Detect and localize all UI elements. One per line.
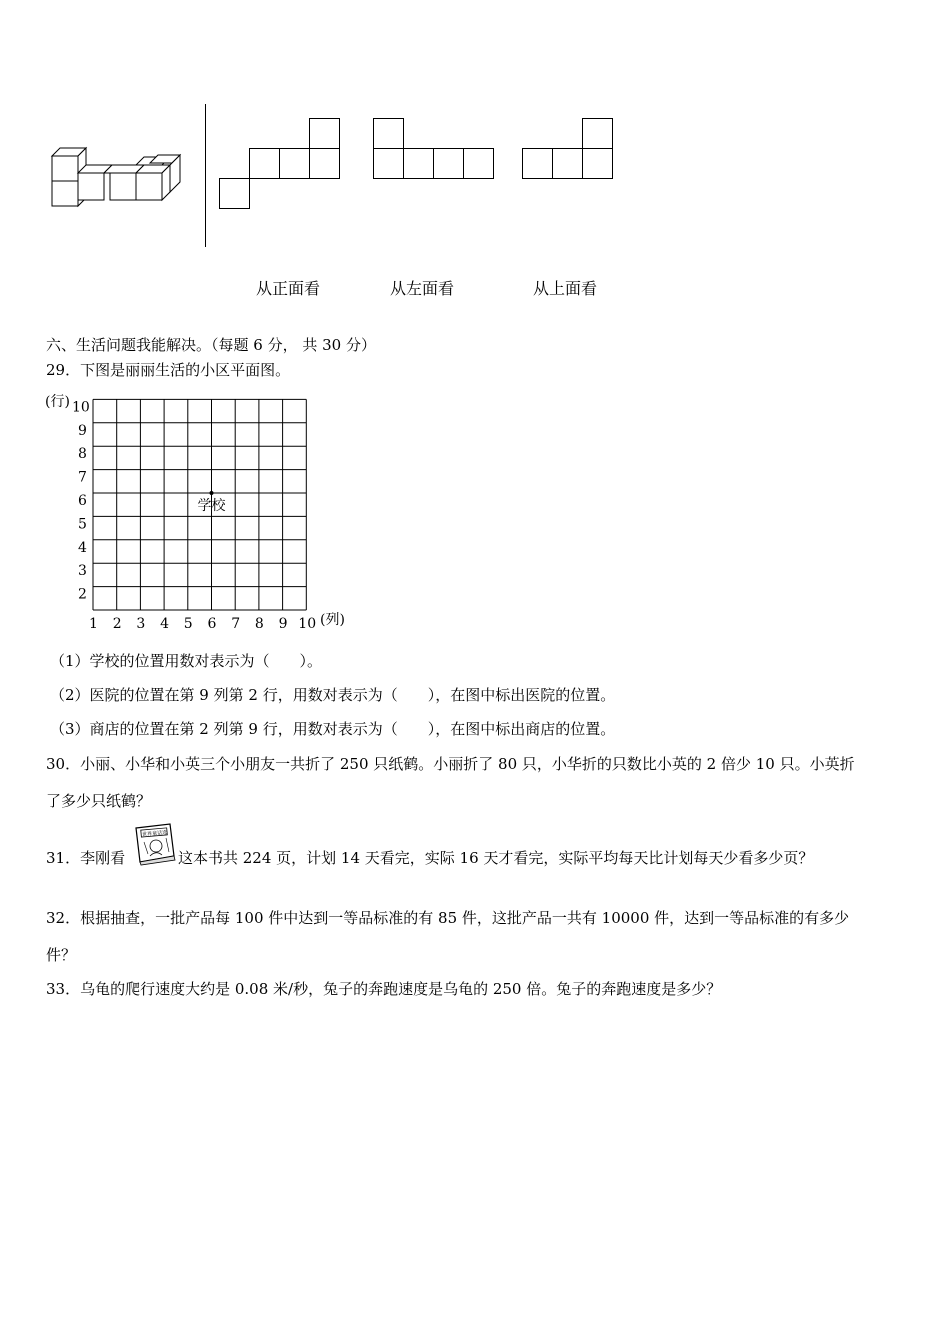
school-point: [210, 491, 214, 495]
x-tick-label: 8: [254, 616, 264, 632]
y-tick-label: 5: [78, 516, 87, 533]
x-tick-label: 10: [298, 616, 317, 632]
x-tick-label: 7: [231, 616, 241, 632]
y-tick-label: 8: [78, 446, 87, 463]
q30-line1: 30．小丽、小华和小英三个小朋友一共折了 250 只纸鹤。小丽折了 80 只，小华折的只数比小英的 2 倍少 10 只。小英折: [46, 755, 855, 773]
q32-line1: 32．根据抽查，一批产品每 100 件中达到一等品标准的有 85 件，这批产品一共有 10000 件，达到一等品标准的有多少: [46, 909, 850, 927]
x-tick-label: 9: [278, 616, 288, 632]
y-tick-label: 7: [78, 469, 87, 486]
school-label: 学校: [197, 498, 226, 514]
q33-text: 33．乌龟的爬行速度大约是 0.08 米/秒，兔子的奔跑速度是乌龟的 250 倍。兔子的奔跑速度是多少？: [46, 980, 722, 998]
label-front-view: 从正面看: [256, 279, 321, 298]
q30-line2: 了多少只纸鹤？: [46, 792, 152, 810]
q29-stem: 29．下图是丽丽生活的小区平面图。: [46, 361, 291, 379]
q29-sub2: （2）医院的位置在第 9 列第 2 行，用数对表示为（ ），在图中标出医院的位置。: [50, 686, 616, 704]
label-top-view: 从上面看: [533, 279, 598, 298]
y-tick-label: 10: [72, 399, 90, 416]
book-cover-title: 世界童话选: [141, 829, 168, 839]
cube-arrangement-figure: [40, 140, 190, 220]
y-tick-label: 9: [78, 422, 87, 439]
book-icon: [132, 822, 178, 866]
y-tick-label: 6: [78, 493, 87, 509]
label-left-view: 从左面看: [390, 279, 455, 298]
x-tick-label: 2: [112, 616, 122, 632]
x-tick-label: 4: [160, 616, 170, 632]
x-tick-label: 3: [136, 616, 146, 632]
left-view-figure: [372, 117, 497, 182]
section-six-title: 六、生活问题我能解决。（每题 6 分， 共 30 分）: [46, 336, 376, 354]
top-view-figure: [521, 117, 616, 182]
y-tick-label: 3: [78, 563, 87, 580]
q29-sub1: （1）学校的位置用数对表示为（ ）。: [50, 652, 323, 670]
figure-divider: [205, 104, 206, 247]
x-tick-label: 5: [183, 616, 193, 632]
x-axis-label: (列): [320, 612, 345, 628]
front-view-figure: [218, 117, 343, 212]
q31-prefix: 31．李刚看: [46, 849, 126, 867]
y-axis-label: (行): [45, 394, 70, 410]
y-tick-label: 2: [78, 586, 87, 603]
q29-sub3: （3）商店的位置在第 2 列第 9 行，用数对表示为（ ），在图中标出商店的位置。: [50, 720, 616, 738]
x-tick-label: 6: [207, 616, 217, 632]
q31-suffix: 这本书共 224 页，计划 14 天看完，实际 16 天才看完，实际平均每天比计划每天少看多少页？: [178, 849, 814, 867]
x-tick-label: 1: [89, 616, 98, 632]
y-tick-label: 4: [78, 539, 87, 556]
q32-line2: 件？: [46, 946, 77, 964]
community-grid-map: [40, 388, 360, 636]
